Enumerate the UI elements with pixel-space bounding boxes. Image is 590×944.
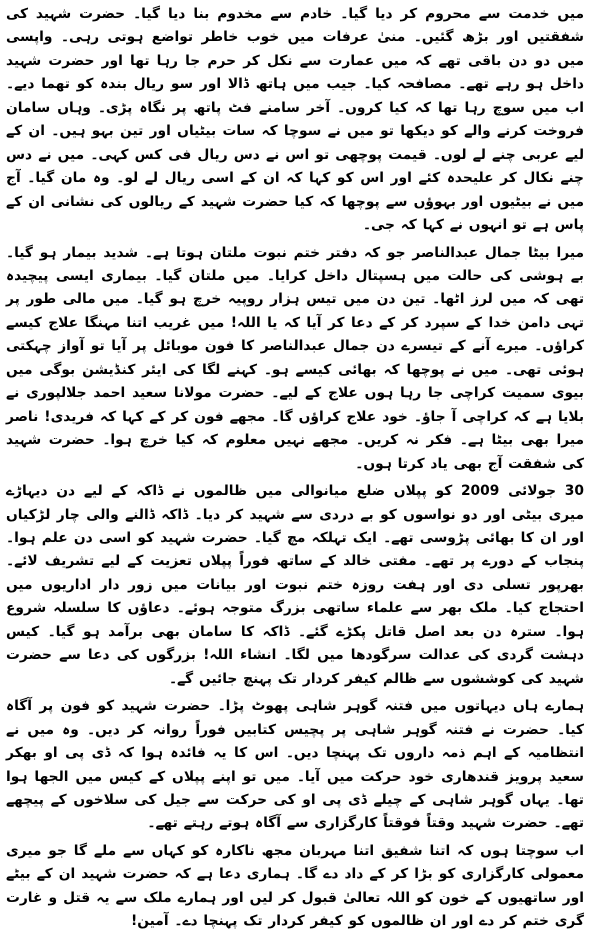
paragraph-gohar-shahi-fitna: ہمارے ہاں دیہاتوں میں فتنہ گوہر شاہی پھوٹ پڑا۔ حضرت شہید کو فون پر آگاہ کیا۔ حضرت نے فتنہ گوہر شاہی پر پچیس کتابیں فوراً روانہ کر دیں۔ وہ میں نے انتظامیہ کے اہم ذمہ داروں تک پہنچا دیں۔ اس کا یہ فائدہ ہوا کہ ڈی پی او بھکر سعید پرویز قندھاری خود حرکت میں آیا۔ میں تو اپنے پپلاں کے کیس میں الجھا ہوا تھا۔ یہاں گوہر شاہی کے چیلے ڈی پی او کی حرکت سے جیل کی سلاخوں کے پیچھے تھے۔ حضرت شہید وقتاً فوقتاً کارگزاری سے آگاہ ہوتے رہتے تھے۔	[6, 698, 584, 832]
paragraph-son-treatment: میرا بیٹا جمال عبدالناصر جو کہ دفتر ختم نبوت ملتان ہوتا ہے۔ شدید بیمار ہو گیا۔ بے ہوشی کی حالت میں ہسپتال داخل کرایا۔ میں ملتان گیا۔ بیماری ایسی پیچیدہ تھی کہ میں لرز اٹھا۔ تین دن میں تیس ہزار روپیہ خرچ ہو گیا۔ میں مالی طور پر تہی دامن خدا کے سپرد کر کے دعا کر آیا کہ یا اللہ! میں غریب اتنا مہنگا علاج کیسے کراؤں۔ میرے آنے کے تیسرے دن جمال عبدالناصر کا فون موبائل پر آیا تو آواز چہکتی ہوئی تھی۔ میں نے پوچھا کہ بھائی کیسے ہو۔ کہنے لگا کی ایئر کنڈیشن بوگی میں بیوی سمیت کراچی جا رہا ہوں علاج کے لیے۔ حضرت مولانا سعید احمد جلالپوری نے بلایا ہے کہ کراچی آ جاؤ۔ خود علاج کراؤں گا۔ مجھے فون کر کے کہا کہ فریدی! ناصر میرا بھی بیٹا ہے۔ فکر نہ کریں۔ مجھے نہیں معلوم کہ کیا خرچ ہوا۔ حضرت شہید کی شفقت آج بھی یاد کرتا ہوں۔	[6, 244, 584, 472]
paragraph-riyal-gifts: میں خدمت سے محروم کر دیا گیا۔ خادم سے مخدوم بنا دیا گیا۔ حضرت شہید کی شفقتیں اور بڑھ گئیں۔ منیٰ عرفات میں خوب خاطر تواضع ہوتی رہی۔ واپسی میں دو دن باقی تھے کہ میں عمارت سے نکل کر حرم جا رہا تھا اور حضرت شہید داخل ہو رہے تھے۔ مصافحہ کیا۔ جیب میں ہاتھ ڈالا اور سو ریال بندہ کو تھما دیے۔ اب میں سوچ رہا تھا کہ کیا کروں۔ آخر سامنے فٹ پاتھ پر نگاہ پڑی۔ وہاں سامان فروخت کرنے والے کو دیکھا تو میں نے سوچا کہ سات بیٹیاں اور تین بہو ہیں۔ ان کے لیے عربی چنے لے لوں۔ قیمت پوچھی تو اس نے دس ریال فی کس کہی۔ میں نے دس چنے نکال کر علیحدہ کئے اور اس کو کہا کہ ان کے اسی ریال لے لو۔ وہ مان گیا۔ آج میں نے بیٹیوں اور بہوؤں سے پوچھا کہ کیا حضرت شہید کے ریالوں کی نشانی ان کے پاس ہے تو انہوں نے کہا کہ جی۔	[6, 6, 584, 234]
article-page	[6, 3, 584, 941]
paragraph-closing-prayer: اب سوچتا ہوں کہ اتنا شفیق اتنا مہربان مجھ ناکارہ کو کہاں سے ملے گا جو میری معمولی کارگزاری کو بڑا کر کے داد دے گا۔ ہماری دعا ہے کہ حضرت شہید ان کے بیٹے اور ساتھیوں کے خون کو اللہ تعالیٰ قبول کر لیں اور ہمارے ملک سے یہ قتل و غارت گری ختم کر دے اور ان ظالموں کو کیفر کردار تک پہنچا دے۔ آمین!	[6, 842, 584, 930]
paragraph-pipplan-tragedy: 30 جولائی 2009 کو پپلاں ضلع میانوالی میں ظالموں نے ڈاکہ کے لیے دن دیہاڑے میری بیٹی اور دو نواسوں کو بے دردی سے شہید کر دیا۔ ڈاکہ ڈالنے والی چار لڑکیاں اور ان کا بھائی پڑوسی تھے۔ ایک تہلکہ مچ گیا۔ حضرت شہید کو اسی دن علم ہوا۔ پنجاب کے دورے پر تھے۔ مفتی خالد کے ساتھ فوراً پپلاں تعزیت کے لیے تشریف لائے۔ بھرپور تسلی دی اور ہفت روزہ ختم نبوت اور بیانات میں زور دار اداریوں میں احتجاج کیا۔ ملک بھر سے علماء ساتھی بزرگ متوجہ ہوئے۔ دعاؤں کا سلسلہ شروع ہوا۔ سترہ دن بعد اصل قاتل پکڑے گئے۔ ڈاکہ کا سامان بھی برآمد ہو گیا۔ کیس دہشت گردی کی عدالت سرگودھا میں لگا۔ انشاء اللہ! بزرگوں کی دعا سے حضرت شہید کی کوششوں سے ظالم کیفر کردار تک پہنچ جائیں گے۔	[6, 483, 584, 687]
